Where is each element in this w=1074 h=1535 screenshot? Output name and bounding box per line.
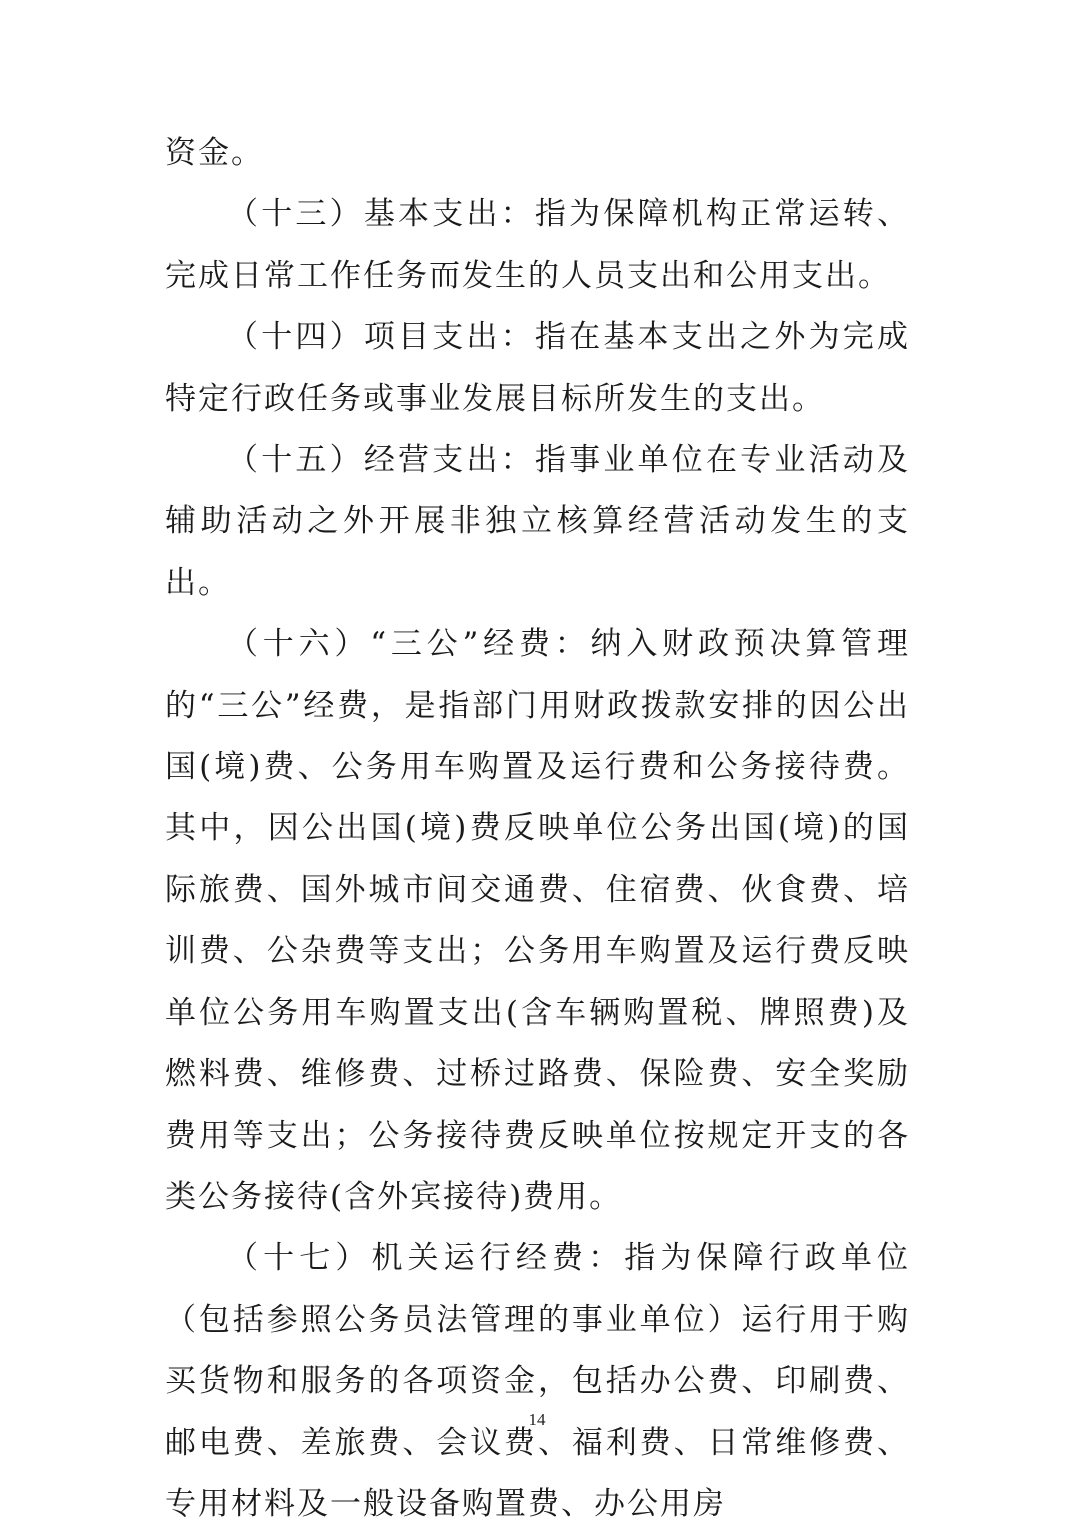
- document-body: [165, 123, 910, 1535]
- paragraph-agency-operating-funds: （十七）机关运行经费：指为保障行政单位（包括参照公务员法管理的事业单位）运行用于购买货物和服务的各项资金，包括办公费、印刷费、邮电费、差旅费、会议费、福利费、日常维修费、专用材料及一般设备购置费、办公用房: [165, 1240, 910, 1522]
- paragraph-three-public-funds: （十六）“三公”经费：纳入财政预决算管理的“三公”经费，是指部门用财政拨款安排的因公出国(境)费、公务用车购置及运行费和公务接待费。其中，因公出国(境)费反映单位公务出国(境)的国际旅费、国外城市间交通费、住宿费、伙食费、培训费、公杂费等支出；公务用车购置及运行费反映单位公务用车购置支出(含车辆购置税、牌照费)及燃料费、维修费、过桥过路费、保险费、安全奖励费用等支出；公务接待费反映单位按规定开支的各类公务接待(含外宾接待)费用。: [165, 626, 910, 1215]
- page-number: 14: [528, 1410, 546, 1429]
- paragraph-continuation: 资金。: [165, 135, 264, 171]
- paragraph-operating-expenditure: （十五）经营支出：指事业单位在专业活动及辅助活动之外开展非独立核算经营活动发生的支出。: [165, 442, 910, 601]
- paragraph-basic-expenditure: （十三）基本支出：指为保障机构正常运转、完成日常工作任务而发生的人员支出和公用支出。: [165, 196, 910, 294]
- paragraph-project-expenditure: （十四）项目支出：指在基本支出之外为完成特定行政任务或事业发展目标所发生的支出。: [165, 319, 910, 417]
